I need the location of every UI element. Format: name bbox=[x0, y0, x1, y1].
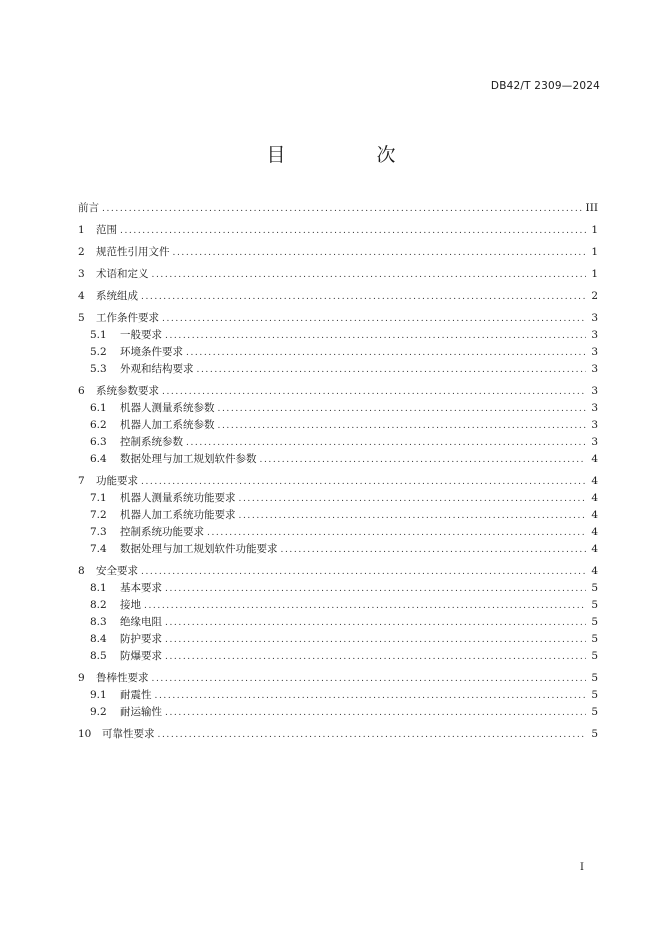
toc-entry[interactable] bbox=[78, 200, 598, 217]
toc-entry-number: 1 bbox=[78, 224, 85, 236]
toc-entry-page: 5 bbox=[591, 672, 598, 684]
toc-entry-number: 9.1 bbox=[90, 689, 107, 701]
toc-entry-label: 功能要求 bbox=[96, 475, 138, 487]
toc-dot-leader bbox=[207, 525, 586, 542]
toc-entry[interactable] bbox=[78, 361, 598, 378]
toc-entry[interactable] bbox=[78, 726, 598, 743]
toc-entry-label: 机器人加工系统功能要求 bbox=[120, 509, 236, 521]
standard-code: DB42/T 2309—2024 bbox=[490, 80, 600, 92]
toc-entry-label: 外观和结构要求 bbox=[120, 363, 194, 375]
toc-entry-label: 绝缘电阻 bbox=[120, 616, 162, 628]
toc-entry-number: 2 bbox=[78, 246, 85, 258]
toc-entry-page: 5 bbox=[591, 650, 598, 662]
toc-entry[interactable] bbox=[78, 524, 598, 541]
toc-dot-leader bbox=[165, 632, 586, 649]
toc-entry[interactable] bbox=[78, 704, 598, 721]
toc-entry-number: 6.4 bbox=[90, 453, 107, 465]
toc-entry-label: 耐运输性 bbox=[120, 706, 162, 718]
toc-entry[interactable] bbox=[78, 310, 598, 327]
toc-entry-number: 7 bbox=[78, 475, 85, 487]
toc-entry-page: 4 bbox=[591, 526, 598, 538]
toc-entry-label: 前言 bbox=[78, 202, 99, 214]
toc-dot-leader bbox=[218, 401, 587, 418]
toc-entry-number: 5 bbox=[78, 312, 85, 324]
toc-entry[interactable] bbox=[78, 383, 598, 400]
toc-entry-number: 7.3 bbox=[90, 526, 107, 538]
toc-entry[interactable] bbox=[78, 288, 598, 305]
toc-entry-number: 6.2 bbox=[90, 419, 107, 431]
toc-entry-page: 3 bbox=[591, 436, 598, 448]
toc-entry-number: 9 bbox=[78, 672, 85, 684]
toc-entry-label: 控制系统功能要求 bbox=[120, 526, 204, 538]
toc-entry-page: 4 bbox=[591, 509, 598, 521]
toc-entry-label: 可靠性要求 bbox=[102, 728, 155, 740]
toc-entry-label: 鲁棒性要求 bbox=[96, 672, 149, 684]
toc-entry-page: 5 bbox=[591, 599, 598, 611]
toc-entry-label: 安全要求 bbox=[96, 565, 138, 577]
toc-entry[interactable] bbox=[78, 597, 598, 614]
toc-dot-leader bbox=[239, 508, 587, 525]
toc-entry-label: 规范性引用文件 bbox=[96, 246, 170, 258]
toc-entry-page: 4 bbox=[591, 453, 598, 465]
toc-entry-number: 3 bbox=[78, 268, 85, 280]
toc-entry[interactable] bbox=[78, 473, 598, 490]
toc-entry-page: 3 bbox=[591, 312, 598, 324]
toc-entry[interactable] bbox=[78, 344, 598, 361]
toc-entry-page: 1 bbox=[591, 224, 598, 236]
toc-entry-number: 6.1 bbox=[90, 402, 107, 414]
toc-entry-page: 4 bbox=[591, 565, 598, 577]
toc-entry-page: 3 bbox=[591, 419, 598, 431]
toc-entry[interactable] bbox=[78, 507, 598, 524]
toc-entry-number: 7.1 bbox=[90, 492, 107, 504]
toc-entry-page: 4 bbox=[591, 492, 598, 504]
toc-entry-label: 基本要求 bbox=[120, 582, 162, 594]
toc-entry-label: 系统参数要求 bbox=[96, 385, 159, 397]
toc-entry-label: 耐震性 bbox=[120, 689, 152, 701]
toc-entry-label: 防爆要求 bbox=[120, 650, 162, 662]
toc-entry-number: 9.2 bbox=[90, 706, 107, 718]
toc-entry-label: 工作条件要求 bbox=[96, 312, 159, 324]
toc-entry-label: 范围 bbox=[96, 224, 117, 236]
toc-entry-page: 5 bbox=[591, 689, 598, 701]
toc-entry-label: 一般要求 bbox=[120, 329, 162, 341]
toc-entry[interactable] bbox=[78, 541, 598, 558]
toc-entry[interactable] bbox=[78, 563, 598, 580]
toc-entry-page: 5 bbox=[591, 633, 598, 645]
toc-dot-leader bbox=[197, 362, 587, 379]
toc-entry[interactable] bbox=[78, 580, 598, 597]
toc-entry-number: 8 bbox=[78, 565, 85, 577]
toc-entry[interactable] bbox=[78, 687, 598, 704]
toc-entry[interactable] bbox=[78, 434, 598, 451]
toc-entry-label: 接地 bbox=[120, 599, 141, 611]
toc-entry-number: 10 bbox=[78, 728, 92, 740]
toc-entry[interactable] bbox=[78, 631, 598, 648]
toc-entry[interactable] bbox=[78, 244, 598, 261]
toc-dot-leader bbox=[152, 671, 587, 688]
toc-entry-number: 5.2 bbox=[90, 346, 107, 358]
toc-entry-number: 6 bbox=[78, 385, 85, 397]
toc-entry[interactable] bbox=[78, 222, 598, 239]
toc-entry-label: 机器人测量系统功能要求 bbox=[120, 492, 236, 504]
toc-entry-page: 4 bbox=[591, 543, 598, 555]
toc-entry[interactable] bbox=[78, 648, 598, 665]
toc-entry-label: 机器人加工系统参数 bbox=[120, 419, 215, 431]
toc-entry-page: 1 bbox=[591, 268, 598, 280]
toc-entry-page: 3 bbox=[591, 402, 598, 414]
toc-dot-leader bbox=[120, 223, 586, 240]
toc-dot-leader bbox=[144, 598, 586, 615]
toc-entry-label: 环境条件要求 bbox=[120, 346, 183, 358]
toc-entry[interactable] bbox=[78, 451, 598, 468]
toc-dot-leader bbox=[162, 311, 586, 328]
toc-dot-leader bbox=[281, 542, 587, 559]
toc-entry[interactable] bbox=[78, 400, 598, 417]
toc-dot-leader bbox=[155, 688, 587, 705]
toc-entry-label: 术语和定义 bbox=[96, 268, 149, 280]
toc-dot-leader bbox=[186, 435, 586, 452]
toc-dot-leader bbox=[152, 267, 587, 284]
toc-entry-page: 3 bbox=[591, 363, 598, 375]
toc-entry-number: 6.3 bbox=[90, 436, 107, 448]
toc-entry-page: 5 bbox=[591, 616, 598, 628]
toc-entry-label: 系统组成 bbox=[96, 290, 138, 302]
toc-dot-leader bbox=[165, 649, 586, 666]
toc-entry[interactable] bbox=[78, 266, 598, 283]
toc-entry-number: 8.5 bbox=[90, 650, 107, 662]
toc-entry[interactable] bbox=[78, 417, 598, 434]
toc-dot-leader bbox=[102, 201, 582, 218]
toc-dot-leader bbox=[239, 491, 587, 508]
toc-dot-leader bbox=[186, 345, 586, 362]
toc-entry-label: 数据处理与加工规划软件参数 bbox=[120, 453, 257, 465]
toc-entry-page: 5 bbox=[591, 728, 598, 740]
toc-entry[interactable] bbox=[78, 490, 598, 507]
toc-dot-leader bbox=[141, 474, 586, 491]
toc-entry-label: 数据处理与加工规划软件功能要求 bbox=[120, 543, 278, 555]
toc-entry-page: 1 bbox=[591, 246, 598, 258]
toc-dot-leader bbox=[162, 384, 586, 401]
toc-entry-page: 2 bbox=[591, 290, 598, 302]
toc-entry-number: 7.4 bbox=[90, 543, 107, 555]
toc-dot-leader bbox=[141, 564, 586, 581]
toc-dot-leader bbox=[165, 705, 586, 722]
toc-dot-leader bbox=[218, 418, 587, 435]
toc-dot-leader bbox=[158, 727, 587, 744]
toc-entry-label: 控制系统参数 bbox=[120, 436, 183, 448]
toc-entry-number: 5.1 bbox=[90, 329, 107, 341]
toc-entry-number: 8.2 bbox=[90, 599, 107, 611]
toc-entry-number: 5.3 bbox=[90, 363, 107, 375]
toc-entry-page: 5 bbox=[591, 582, 598, 594]
toc-dot-leader bbox=[260, 452, 587, 469]
toc-entry-label: 防护要求 bbox=[120, 633, 162, 645]
toc-entry-page: 4 bbox=[591, 475, 598, 487]
table-of-contents bbox=[78, 200, 598, 743]
toc-dot-leader bbox=[173, 245, 587, 262]
toc-entry-number: 8.3 bbox=[90, 616, 107, 628]
toc-entry[interactable] bbox=[78, 670, 598, 687]
toc-dot-leader bbox=[141, 289, 586, 306]
toc-entry-number: 4 bbox=[78, 290, 85, 302]
footer-page-number: I bbox=[580, 862, 584, 873]
toc-dot-leader bbox=[165, 328, 586, 345]
toc-entry-page: 5 bbox=[591, 706, 598, 718]
toc-entry-page: 3 bbox=[591, 346, 598, 358]
toc-entry-number: 7.2 bbox=[90, 509, 107, 521]
toc-entry-page: 3 bbox=[591, 329, 598, 341]
toc-entry[interactable] bbox=[78, 327, 598, 344]
toc-entry[interactable] bbox=[78, 614, 598, 631]
toc-entry-number: 8.1 bbox=[90, 582, 107, 594]
toc-dot-leader bbox=[165, 581, 586, 598]
toc-entry-number: 8.4 bbox=[90, 633, 107, 645]
toc-entry-label: 机器人测量系统参数 bbox=[120, 402, 215, 414]
page-title: 目 次 bbox=[266, 144, 432, 166]
toc-entry-page: 3 bbox=[591, 385, 598, 397]
toc-entry-page: III bbox=[585, 202, 598, 214]
toc-dot-leader bbox=[165, 615, 586, 632]
